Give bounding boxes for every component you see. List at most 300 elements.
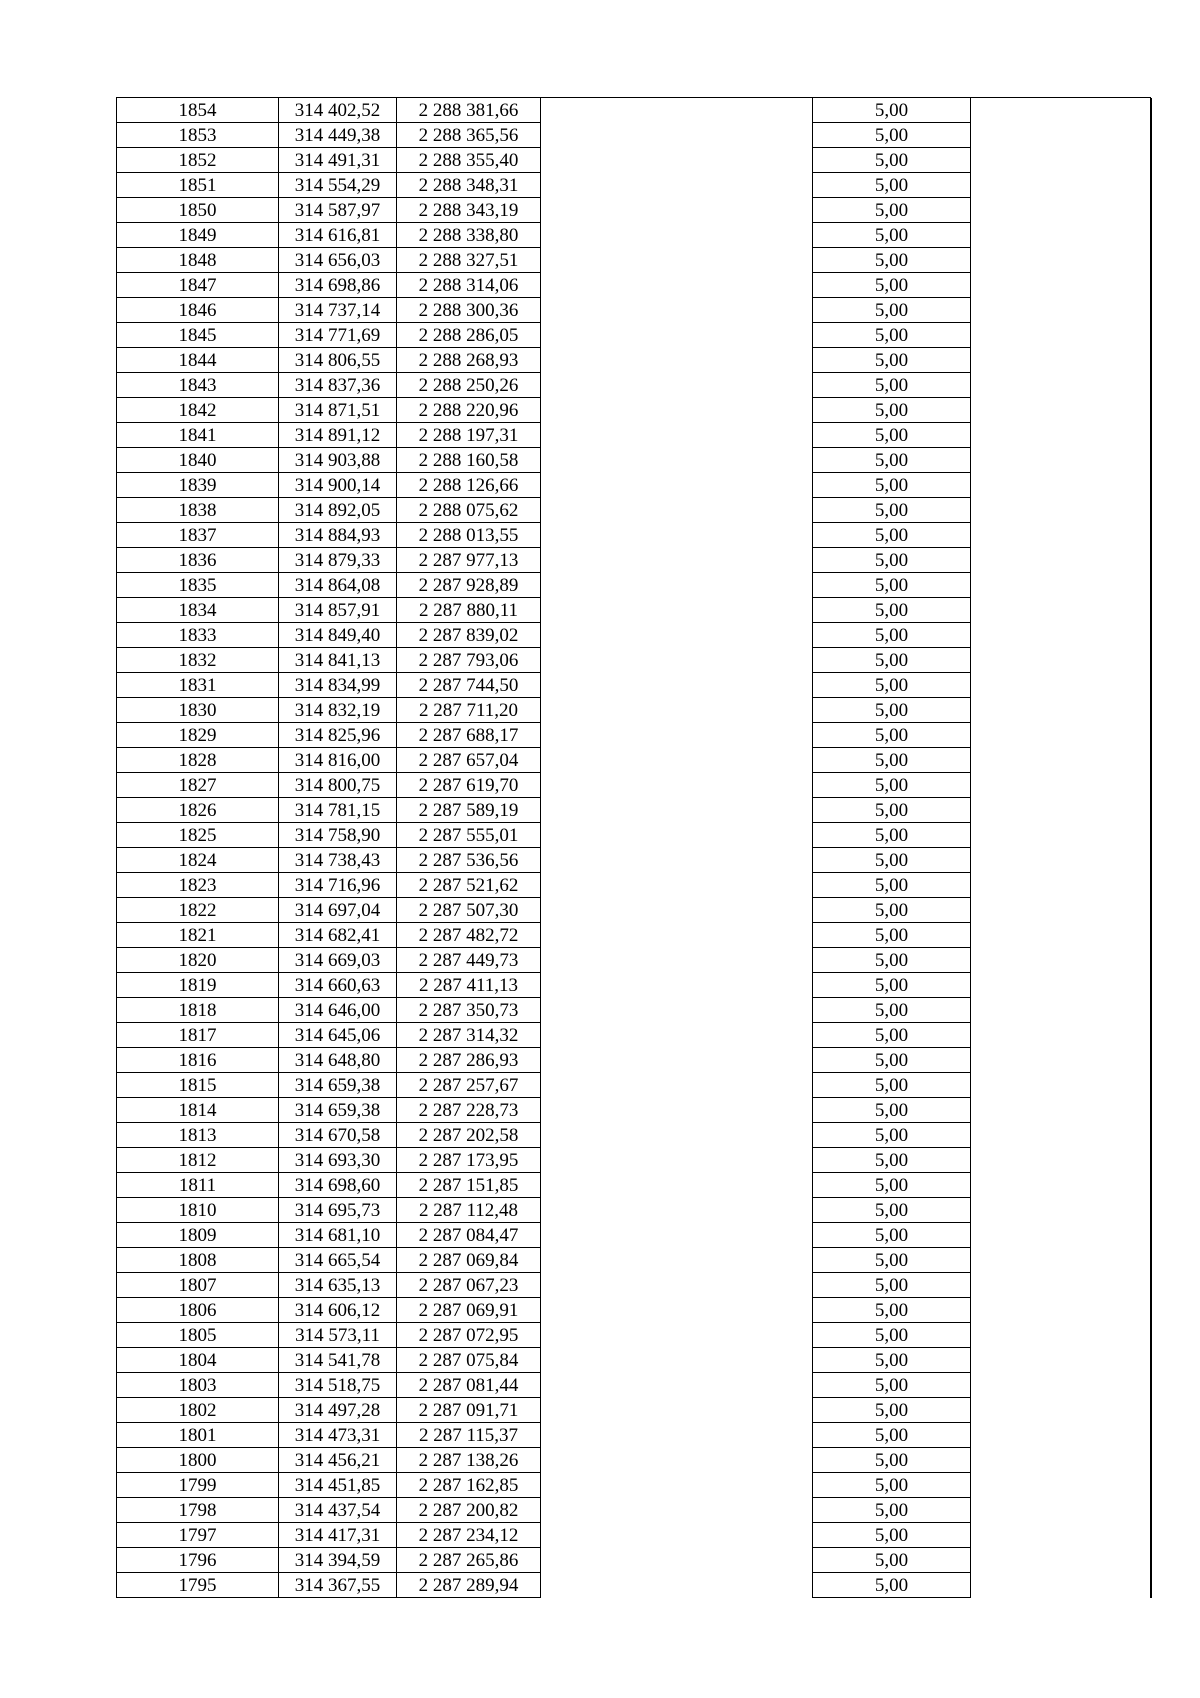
empty-cell [541,523,813,548]
empty-cell [971,248,1152,273]
x-coordinate-cell: 314 758,90 [279,823,397,848]
x-coordinate-cell: 314 659,38 [279,1098,397,1123]
point-number-cell: 1828 [117,748,279,773]
y-coordinate-cell: 2 288 220,96 [397,398,541,423]
empty-cell [541,1373,813,1398]
x-coordinate-cell: 314 871,51 [279,398,397,423]
x-coordinate-cell: 314 554,29 [279,173,397,198]
value-cell: 5,00 [813,423,971,448]
empty-cell [971,848,1152,873]
empty-cell [541,1248,813,1273]
y-coordinate-cell: 2 287 265,86 [397,1548,541,1573]
empty-cell [971,973,1152,998]
value-cell: 5,00 [813,98,971,123]
table-row [117,1323,1152,1348]
empty-cell [971,98,1152,123]
x-coordinate-cell: 314 716,96 [279,873,397,898]
point-number-cell: 1806 [117,1298,279,1323]
y-coordinate-cell: 2 288 314,06 [397,273,541,298]
y-coordinate-cell: 2 287 112,48 [397,1198,541,1223]
y-coordinate-cell: 2 287 072,95 [397,1323,541,1348]
empty-cell [541,1223,813,1248]
table-row [117,298,1152,323]
y-coordinate-cell: 2 287 257,67 [397,1073,541,1098]
point-number-cell: 1808 [117,1248,279,1273]
y-coordinate-cell: 2 287 928,89 [397,573,541,598]
point-number-cell: 1837 [117,523,279,548]
empty-cell [971,1573,1152,1598]
empty-cell [971,723,1152,748]
value-cell: 5,00 [813,773,971,798]
y-coordinate-cell: 2 287 173,95 [397,1148,541,1173]
x-coordinate-cell: 314 616,81 [279,223,397,248]
empty-cell [541,773,813,798]
empty-cell [541,1498,813,1523]
y-coordinate-cell: 2 287 793,06 [397,648,541,673]
empty-cell [971,323,1152,348]
point-number-cell: 1799 [117,1473,279,1498]
x-coordinate-cell: 314 837,36 [279,373,397,398]
table-row [117,1123,1152,1148]
empty-cell [971,148,1152,173]
y-coordinate-cell: 2 287 202,58 [397,1123,541,1148]
table-row [117,1423,1152,1448]
y-coordinate-cell: 2 287 200,82 [397,1498,541,1523]
value-cell: 5,00 [813,673,971,698]
value-cell: 5,00 [813,123,971,148]
empty-cell [971,1523,1152,1548]
point-number-cell: 1841 [117,423,279,448]
value-cell: 5,00 [813,848,971,873]
x-coordinate-cell: 314 864,08 [279,573,397,598]
empty-cell [541,748,813,773]
table-row [117,1498,1152,1523]
point-number-cell: 1821 [117,923,279,948]
empty-cell [541,723,813,748]
table-row [117,373,1152,398]
table-row [117,448,1152,473]
table-row [117,523,1152,548]
y-coordinate-cell: 2 287 688,17 [397,723,541,748]
table-row [117,1173,1152,1198]
empty-cell [971,1498,1152,1523]
table-row [117,223,1152,248]
x-coordinate-cell: 314 825,96 [279,723,397,748]
empty-cell [541,1523,813,1548]
y-coordinate-cell: 2 288 348,31 [397,173,541,198]
empty-cell [541,1173,813,1198]
x-coordinate-cell: 314 800,75 [279,773,397,798]
empty-cell [541,273,813,298]
empty-cell [971,998,1152,1023]
empty-cell [971,948,1152,973]
value-cell: 5,00 [813,598,971,623]
point-number-cell: 1852 [117,148,279,173]
empty-cell [541,1298,813,1323]
y-coordinate-cell: 2 287 482,72 [397,923,541,948]
table-row [117,823,1152,848]
table-row [117,548,1152,573]
empty-cell [541,648,813,673]
empty-cell [541,948,813,973]
empty-cell [541,123,813,148]
empty-cell [971,1198,1152,1223]
empty-cell [541,1473,813,1498]
empty-cell [541,623,813,648]
table-row [117,323,1152,348]
empty-cell [971,1473,1152,1498]
x-coordinate-cell: 314 892,05 [279,498,397,523]
value-cell: 5,00 [813,1448,971,1473]
point-number-cell: 1845 [117,323,279,348]
value-cell: 5,00 [813,1173,971,1198]
y-coordinate-cell: 2 288 343,19 [397,198,541,223]
value-cell: 5,00 [813,398,971,423]
x-coordinate-cell: 314 635,13 [279,1273,397,1298]
empty-cell [971,598,1152,623]
x-coordinate-cell: 314 857,91 [279,598,397,623]
point-number-cell: 1803 [117,1373,279,1398]
table-row [117,773,1152,798]
point-number-cell: 1813 [117,1123,279,1148]
x-coordinate-cell: 314 648,80 [279,1048,397,1073]
point-number-cell: 1795 [117,1573,279,1598]
x-coordinate-cell: 314 670,58 [279,1123,397,1148]
point-number-cell: 1822 [117,898,279,923]
table-row [117,173,1152,198]
empty-cell [541,673,813,698]
point-number-cell: 1796 [117,1548,279,1573]
point-number-cell: 1804 [117,1348,279,1373]
empty-cell [541,1073,813,1098]
y-coordinate-cell: 2 287 711,20 [397,698,541,723]
x-coordinate-cell: 314 402,52 [279,98,397,123]
empty-cell [541,1148,813,1173]
x-coordinate-cell: 314 573,11 [279,1323,397,1348]
empty-cell [541,298,813,323]
point-number-cell: 1850 [117,198,279,223]
point-number-cell: 1802 [117,1398,279,1423]
y-coordinate-cell: 2 287 138,26 [397,1448,541,1473]
y-coordinate-cell: 2 287 449,73 [397,948,541,973]
point-number-cell: 1823 [117,873,279,898]
x-coordinate-cell: 314 449,38 [279,123,397,148]
point-number-cell: 1830 [117,698,279,723]
x-coordinate-cell: 314 698,60 [279,1173,397,1198]
empty-cell [971,1023,1152,1048]
value-cell: 5,00 [813,1123,971,1148]
point-number-cell: 1827 [117,773,279,798]
point-number-cell: 1843 [117,373,279,398]
empty-cell [541,923,813,948]
empty-cell [541,1548,813,1573]
y-coordinate-cell: 2 287 069,91 [397,1298,541,1323]
table-row [117,1223,1152,1248]
coordinate-table-body [117,98,1152,1598]
y-coordinate-cell: 2 288 197,31 [397,423,541,448]
x-coordinate-cell: 314 737,14 [279,298,397,323]
empty-cell [971,773,1152,798]
empty-cell [971,748,1152,773]
y-coordinate-cell: 2 288 381,66 [397,98,541,123]
x-coordinate-cell: 314 451,85 [279,1473,397,1498]
y-coordinate-cell: 2 287 589,19 [397,798,541,823]
empty-cell [971,498,1152,523]
empty-cell [971,1398,1152,1423]
value-cell: 5,00 [813,523,971,548]
value-cell: 5,00 [813,1523,971,1548]
empty-cell [541,1348,813,1373]
empty-cell [541,448,813,473]
y-coordinate-cell: 2 287 411,13 [397,973,541,998]
empty-cell [541,573,813,598]
empty-cell [971,398,1152,423]
table-row [117,948,1152,973]
empty-cell [971,623,1152,648]
value-cell: 5,00 [813,273,971,298]
y-coordinate-cell: 2 288 268,93 [397,348,541,373]
empty-cell [541,348,813,373]
y-coordinate-cell: 2 287 507,30 [397,898,541,923]
point-number-cell: 1817 [117,1023,279,1048]
empty-cell [541,1323,813,1348]
point-number-cell: 1851 [117,173,279,198]
point-number-cell: 1820 [117,948,279,973]
value-cell: 5,00 [813,898,971,923]
empty-cell [971,123,1152,148]
y-coordinate-cell: 2 287 084,47 [397,1223,541,1248]
empty-cell [541,848,813,873]
empty-cell [541,98,813,123]
point-number-cell: 1818 [117,998,279,1023]
table-row [117,573,1152,598]
empty-cell [971,798,1152,823]
empty-cell [541,1198,813,1223]
x-coordinate-cell: 314 884,93 [279,523,397,548]
empty-cell [971,673,1152,698]
point-number-cell: 1812 [117,1148,279,1173]
x-coordinate-cell: 314 491,31 [279,148,397,173]
point-number-cell: 1831 [117,673,279,698]
point-number-cell: 1835 [117,573,279,598]
empty-cell [971,273,1152,298]
table-row [117,1073,1152,1098]
value-cell: 5,00 [813,1098,971,1123]
empty-cell [971,648,1152,673]
y-coordinate-cell: 2 287 151,85 [397,1173,541,1198]
y-coordinate-cell: 2 288 300,36 [397,298,541,323]
y-coordinate-cell: 2 287 067,23 [397,1273,541,1298]
point-number-cell: 1826 [117,798,279,823]
empty-cell [971,1423,1152,1448]
value-cell: 5,00 [813,823,971,848]
point-number-cell: 1853 [117,123,279,148]
point-number-cell: 1805 [117,1323,279,1348]
value-cell: 5,00 [813,723,971,748]
y-coordinate-cell: 2 287 075,84 [397,1348,541,1373]
table-row [117,748,1152,773]
y-coordinate-cell: 2 287 536,56 [397,848,541,873]
x-coordinate-cell: 314 665,54 [279,1248,397,1273]
x-coordinate-cell: 314 645,06 [279,1023,397,1048]
value-cell: 5,00 [813,798,971,823]
point-number-cell: 1810 [117,1198,279,1223]
empty-cell [541,548,813,573]
table-row [117,698,1152,723]
point-number-cell: 1800 [117,1448,279,1473]
value-cell: 5,00 [813,1548,971,1573]
x-coordinate-cell: 314 367,55 [279,1573,397,1598]
table-row [117,98,1152,123]
point-number-cell: 1829 [117,723,279,748]
empty-cell [541,823,813,848]
x-coordinate-cell: 314 682,41 [279,923,397,948]
point-number-cell: 1809 [117,1223,279,1248]
y-coordinate-cell: 2 287 619,70 [397,773,541,798]
empty-cell [541,198,813,223]
value-cell: 5,00 [813,648,971,673]
empty-cell [971,898,1152,923]
x-coordinate-cell: 314 541,78 [279,1348,397,1373]
x-coordinate-cell: 314 681,10 [279,1223,397,1248]
empty-cell [971,1148,1152,1173]
y-coordinate-cell: 2 288 286,05 [397,323,541,348]
x-coordinate-cell: 314 738,43 [279,848,397,873]
point-number-cell: 1840 [117,448,279,473]
empty-cell [541,373,813,398]
table-row [117,348,1152,373]
x-coordinate-cell: 314 698,86 [279,273,397,298]
point-number-cell: 1814 [117,1098,279,1123]
coordinate-table-page [116,97,1151,1598]
empty-cell [971,373,1152,398]
empty-cell [971,223,1152,248]
value-cell: 5,00 [813,1573,971,1598]
table-row [117,998,1152,1023]
empty-cell [541,148,813,173]
point-number-cell: 1815 [117,1073,279,1098]
value-cell: 5,00 [813,1198,971,1223]
point-number-cell: 1798 [117,1498,279,1523]
y-coordinate-cell: 2 287 521,62 [397,873,541,898]
x-coordinate-cell: 314 900,14 [279,473,397,498]
value-cell: 5,00 [813,623,971,648]
table-row [117,1523,1152,1548]
value-cell: 5,00 [813,1348,971,1373]
y-coordinate-cell: 2 288 126,66 [397,473,541,498]
table-row [117,723,1152,748]
table-row [117,1148,1152,1173]
table-row [117,1573,1152,1598]
coordinate-table [116,97,1152,1598]
empty-cell [971,198,1152,223]
empty-cell [971,548,1152,573]
table-row [117,423,1152,448]
point-number-cell: 1848 [117,248,279,273]
value-cell: 5,00 [813,1323,971,1348]
table-row [117,673,1152,698]
value-cell: 5,00 [813,1373,971,1398]
empty-cell [541,173,813,198]
empty-cell [971,1248,1152,1273]
x-coordinate-cell: 314 771,69 [279,323,397,348]
table-row [117,873,1152,898]
empty-cell [971,823,1152,848]
empty-cell [541,1398,813,1423]
point-number-cell: 1801 [117,1423,279,1448]
table-row [117,1273,1152,1298]
y-coordinate-cell: 2 288 013,55 [397,523,541,548]
empty-cell [541,1123,813,1148]
point-number-cell: 1842 [117,398,279,423]
empty-cell [971,1298,1152,1323]
x-coordinate-cell: 314 497,28 [279,1398,397,1423]
empty-cell [971,473,1152,498]
table-row [117,1373,1152,1398]
x-coordinate-cell: 314 518,75 [279,1373,397,1398]
y-coordinate-cell: 2 287 286,93 [397,1048,541,1073]
y-coordinate-cell: 2 287 555,01 [397,823,541,848]
empty-cell [971,1348,1152,1373]
empty-cell [971,173,1152,198]
y-coordinate-cell: 2 287 234,12 [397,1523,541,1548]
table-row [117,1023,1152,1048]
point-number-cell: 1834 [117,598,279,623]
table-row [117,1198,1152,1223]
table-row [117,898,1152,923]
value-cell: 5,00 [813,698,971,723]
x-coordinate-cell: 314 781,15 [279,798,397,823]
table-row [117,1048,1152,1073]
value-cell: 5,00 [813,1223,971,1248]
value-cell: 5,00 [813,1248,971,1273]
y-coordinate-cell: 2 288 075,62 [397,498,541,523]
x-coordinate-cell: 314 693,30 [279,1148,397,1173]
y-coordinate-cell: 2 287 069,84 [397,1248,541,1273]
empty-cell [541,798,813,823]
empty-cell [971,523,1152,548]
empty-cell [541,1023,813,1048]
x-coordinate-cell: 314 832,19 [279,698,397,723]
empty-cell [971,923,1152,948]
value-cell: 5,00 [813,473,971,498]
value-cell: 5,00 [813,998,971,1023]
y-coordinate-cell: 2 287 115,37 [397,1423,541,1448]
value-cell: 5,00 [813,498,971,523]
point-number-cell: 1832 [117,648,279,673]
value-cell: 5,00 [813,1273,971,1298]
value-cell: 5,00 [813,573,971,598]
y-coordinate-cell: 2 288 355,40 [397,148,541,173]
y-coordinate-cell: 2 287 289,94 [397,1573,541,1598]
x-coordinate-cell: 314 816,00 [279,748,397,773]
table-row [117,498,1152,523]
value-cell: 5,00 [813,948,971,973]
empty-cell [971,448,1152,473]
y-coordinate-cell: 2 288 250,26 [397,373,541,398]
value-cell: 5,00 [813,323,971,348]
point-number-cell: 1811 [117,1173,279,1198]
table-row [117,598,1152,623]
x-coordinate-cell: 314 834,99 [279,673,397,698]
x-coordinate-cell: 314 659,38 [279,1073,397,1098]
value-cell: 5,00 [813,348,971,373]
y-coordinate-cell: 2 287 350,73 [397,998,541,1023]
x-coordinate-cell: 314 849,40 [279,623,397,648]
y-coordinate-cell: 2 287 228,73 [397,1098,541,1123]
value-cell: 5,00 [813,248,971,273]
x-coordinate-cell: 314 903,88 [279,448,397,473]
